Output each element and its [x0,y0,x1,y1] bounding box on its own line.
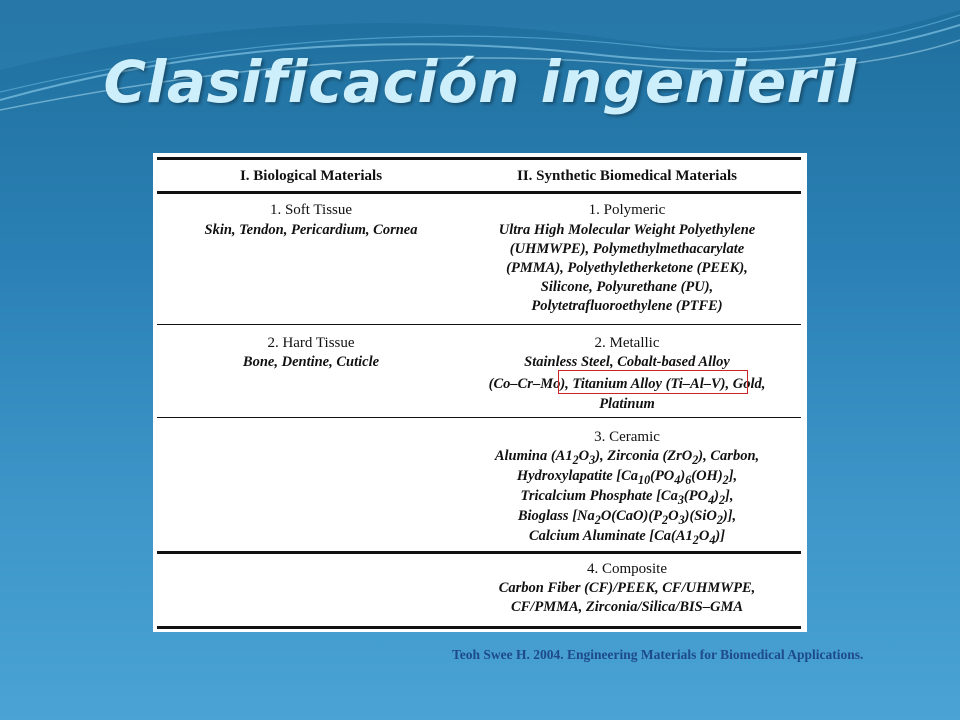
ceramic-text: O [668,508,679,524]
ceramic-subscript: 4 [709,532,716,547]
ceramic-text: )] [715,528,726,544]
metallic-line: Platinum [599,396,655,412]
materials-table [153,153,807,632]
ceramic-text: )(SiO [684,508,717,524]
header-biological-materials: I. Biological Materials [239,168,383,184]
ceramic-subscript: 4 [674,472,681,487]
ceramic-text: O(CaO)(P [600,508,663,524]
ceramic-text: ) [714,488,719,504]
ceramic-text: (PO [650,468,675,484]
table-bottom-rule [157,626,801,629]
ceramic-subscript: 2 [718,492,726,507]
ceramic-text: ), Zirconia (ZrO [595,448,693,464]
titanium-alloy-text: Titanium Alloy (Ti–Al–V), [572,376,730,392]
ceramic-text: ), Carbon, [698,448,760,464]
header-synthetic-materials: II. Synthetic Biomedical Materials [517,168,737,184]
ceramic-text: (PO [683,488,709,504]
polymeric-line: Polytetrafluoroethylene (PTFE) [531,298,723,314]
table-header-rule [157,191,801,194]
titanium-alloy-highlight [558,370,748,394]
table-row-rule-1 [157,324,801,325]
ceramic-text: Calcium Aluminate [Ca(A1 [528,528,693,544]
slide-title: Clasificación ingenieril [103,48,857,116]
ceramic-line [453,527,801,550]
ceramic-subscript: 2 [716,512,723,527]
ceramic-text: O [578,448,590,464]
ceramic-heading: 3. Ceramic [594,429,660,445]
metallic-cocrmo-text: (Co–Cr–Mo), [488,376,573,392]
composite-heading: 4. Composite [586,561,667,577]
polymeric-line: (PMMA), Polyethyletherketone (PEEK), [506,260,748,276]
ceramic-subscript: 2 [662,512,669,527]
hard-tissue-heading: 2. Hard Tissue [267,335,355,351]
ceramic-text: Hydroxylapatite [Ca [516,468,639,484]
ceramic-text: ], [725,488,734,504]
polymeric-line: Silicone, Polyurethane (PU), [540,279,714,295]
polymeric-line: Ultra High Molecular Weight Polyethylene [498,222,756,238]
ceramic-subscript: 10 [638,472,651,487]
ceramic-subscript: 2 [594,512,601,527]
ceramic-text: (OH) [691,468,723,484]
metallic-heading: 2. Metallic [594,335,660,351]
ceramic-subscript: 2 [572,452,579,467]
polymeric-heading: 1. Polymeric [588,202,666,218]
soft-tissue-examples: Skin, Tendon, Pericardium, Cornea [204,222,418,238]
ceramic-subscript: 3 [677,492,684,507]
ceramic-text: Tricalcium Phosphate [Ca [520,488,678,504]
ceramic-text: ], [728,468,738,484]
metallic-line: Stainless Steel, Cobalt-based Alloy [524,354,730,370]
ceramic-subscript: 6 [685,472,692,487]
ceramic-subscript: 2 [692,452,699,467]
soft-tissue-heading: 1. Soft Tissue [269,202,353,218]
source-citation: Teoh Swee H. 2004. Engineering Materials for Biomedical Applications. [452,647,864,662]
table-row-rule-3 [157,551,801,554]
ceramic-text: Alumina (A1 [494,448,573,464]
ceramic-subscript: 3 [678,512,685,527]
ceramic-subscript: 4 [708,492,715,507]
ceramic-text: ) [680,468,686,484]
metallic-gold-text: Gold, [729,376,766,392]
composite-line: Carbon Fiber (CF)/PEEK, CF/UHMWPE, [498,580,756,596]
composite-line: CF/PMMA, Zirconia/Silica/BIS–GMA [510,599,744,615]
polymeric-line: (UHMWPE), Polymethylmethacarylate [509,241,745,257]
ceramic-text: O [698,528,710,544]
ceramic-subscript: 3 [589,452,596,467]
ceramic-text: Bioglass [Na [517,508,595,524]
table-top-rule [157,157,801,160]
ceramic-subscript: 2 [692,532,699,547]
hard-tissue-examples: Bone, Dentine, Cuticle [242,354,380,370]
table-row-rule-2 [157,417,801,418]
ceramic-text: )], [722,508,737,524]
ceramic-subscript: 2 [722,472,729,487]
